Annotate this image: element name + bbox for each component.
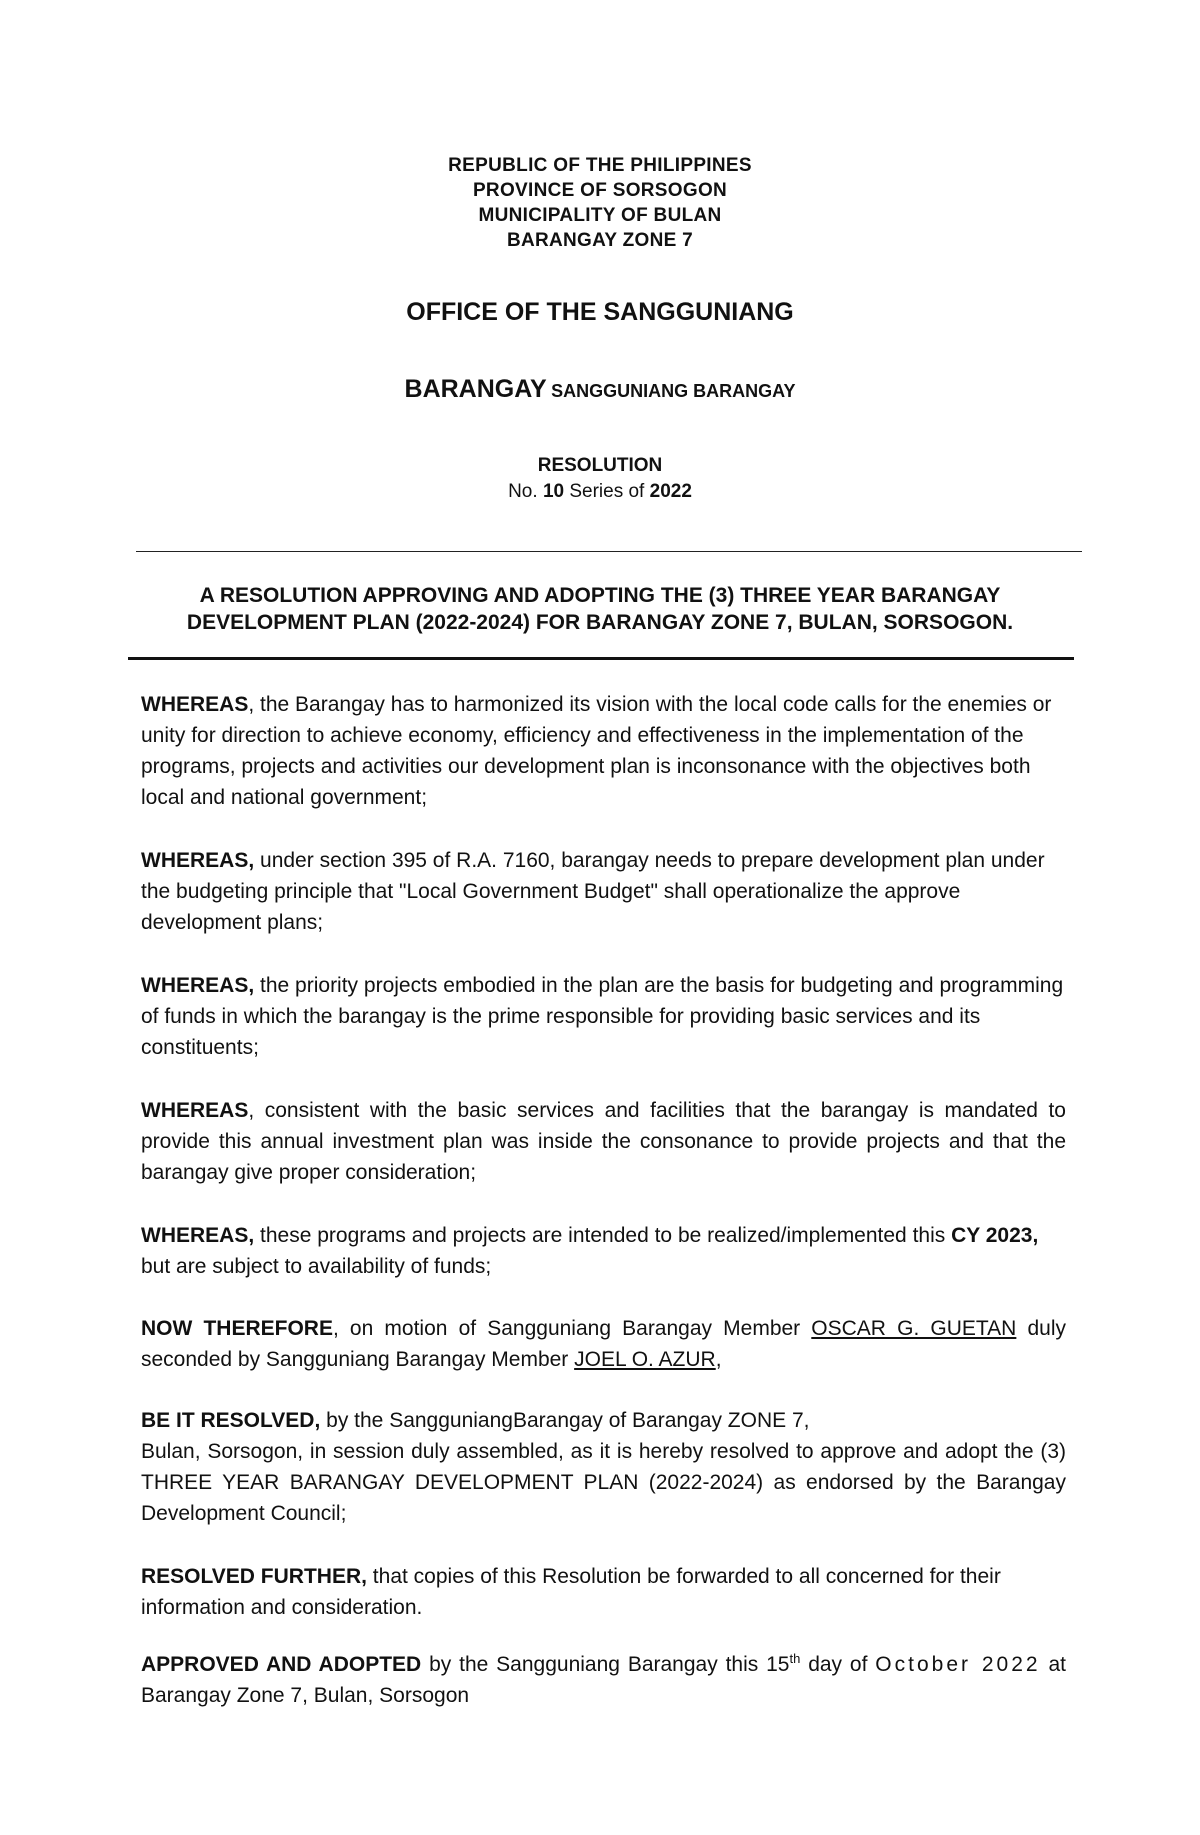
approved-text-a: by the Sangguniang Barangay this 15	[421, 1653, 790, 1676]
barangay-heading	[0, 375, 1200, 404]
whereas-2-keyword: WHEREAS,	[141, 849, 255, 872]
header-republic: REPUBLIC OF THE PHILIPPINES	[448, 155, 752, 176]
divider-top	[136, 551, 1082, 552]
office-title: OFFICE OF THE SANGGUNIANG	[406, 298, 794, 326]
resolution-no-value: 10	[542, 481, 565, 502]
now-therefore-text-a: , on motion of Sangguniang Barangay Member	[332, 1317, 812, 1340]
approved-text-b: day of	[800, 1653, 876, 1676]
resolved-further-text: that copies of this Resolution be forwarded to all concerned for their information and consideration.	[141, 1565, 1001, 1619]
resolution-series-label: Series of	[569, 481, 645, 502]
whereas-3	[141, 970, 1066, 1063]
now-therefore	[141, 1313, 1066, 1375]
approved-text-c: at Barangay Zone 7, Bulan, Sorsogon	[141, 1653, 1066, 1707]
resolution-subject	[120, 582, 1080, 636]
whereas-5-keyword: WHEREAS,	[141, 1224, 255, 1247]
approved-day-suffix: th	[789, 1651, 801, 1666]
whereas-2-text: under section 395 of R.A. 7160, barangay needs to prepare development plan under the budgeting principle that "Local Government Budget" shall operationalize the approve development plans;	[141, 849, 1045, 934]
member-oscar: OSCAR G. GUETAN	[811, 1317, 1017, 1340]
whereas-5	[141, 1220, 1066, 1282]
whereas-4	[141, 1095, 1066, 1188]
be-it-resolved-line-1-text: by the SangguniangBarangay of Barangay ZONE 7,	[320, 1409, 810, 1432]
resolution-no-prefix: No.	[508, 481, 538, 502]
now-therefore-text-b: duly seconded by Sangguniang Barangay Member	[141, 1317, 1067, 1371]
whereas-3-keyword: WHEREAS,	[141, 974, 255, 997]
whereas-4-keyword: WHEREAS	[141, 1099, 249, 1122]
resolved-further	[141, 1561, 1066, 1623]
now-therefore-keyword: NOW THEREFORE	[141, 1317, 333, 1340]
whereas-1-text: , the Barangay has to harmonized its vision with the local code calls for the enemies or unity for direction to achieve economy, efficiency and effectiveness in the implementation of the programs, projects and activities our development plan is inconsonance with the objectives both local and national government;	[141, 693, 1052, 809]
resolution-label: RESOLUTION	[537, 455, 663, 476]
header-barangay: BARANGAY ZONE 7	[506, 230, 694, 251]
whereas-2	[141, 845, 1066, 938]
resolution-series-year: 2022	[649, 481, 692, 502]
whereas-1	[141, 689, 1066, 813]
header-province: PROVINCE OF SORSOGON	[472, 180, 728, 201]
subject-line-2: DEVELOPMENT PLAN (2022-2024) FOR BARANGAY ZONE 7, BULAN, SORSOGON.	[186, 611, 1014, 634]
approved-adopted	[141, 1649, 1066, 1711]
be-it-resolved-keyword: BE IT RESOLVED,	[141, 1409, 321, 1432]
divider-bottom	[128, 657, 1074, 660]
whereas-3-text: the priority projects embodied in the plan are the basis for budgeting and programming of funds in which the barangay is the prime responsible for providing basic services and its constituents;	[141, 974, 1064, 1059]
whereas-5-text-b: but are subject to availability of funds;	[141, 1255, 492, 1278]
be-it-resolved	[141, 1405, 1066, 1529]
resolved-further-keyword: RESOLVED FURTHER,	[141, 1565, 367, 1588]
resolution-number	[0, 481, 1200, 503]
barangay-heading-main: BARANGAY	[404, 375, 547, 403]
approved-date: October 2022	[875, 1653, 1041, 1676]
header-municipality: MUNICIPALITY OF BULAN	[478, 205, 722, 226]
whereas-1-keyword: WHEREAS	[141, 693, 249, 716]
whereas-5-text-a: these programs and projects are intended to be realized/implemented this	[254, 1224, 952, 1247]
be-it-resolved-line-1	[141, 1405, 1066, 1436]
be-it-resolved-text: Bulan, Sorsogon, in session duly assembled, as it is hereby resolved to approve and adopt the (3) THREE YEAR BARANGAY DEVELOPMENT PLAN (2022-2024) as endorsed by the Barangay Development Council;	[141, 1440, 1066, 1525]
now-therefore-text-c: ,	[715, 1348, 722, 1371]
approved-keyword: APPROVED AND ADOPTED	[141, 1653, 422, 1676]
whereas-5-cy: CY 2023,	[951, 1224, 1039, 1247]
whereas-4-text: , consistent with the basic services and facilities that the barangay is mandated to provide this annual investment plan was inside the consonance to provide projects and that the barangay give proper consideration;	[141, 1099, 1066, 1184]
member-joel: JOEL O. AZUR	[574, 1348, 716, 1371]
barangay-heading-sub: SANGGUNIANG BARANGAY	[551, 381, 796, 401]
subject-line-1: A RESOLUTION APPROVING AND ADOPTING THE (3) THREE YEAR BARANGAY	[199, 584, 1001, 607]
